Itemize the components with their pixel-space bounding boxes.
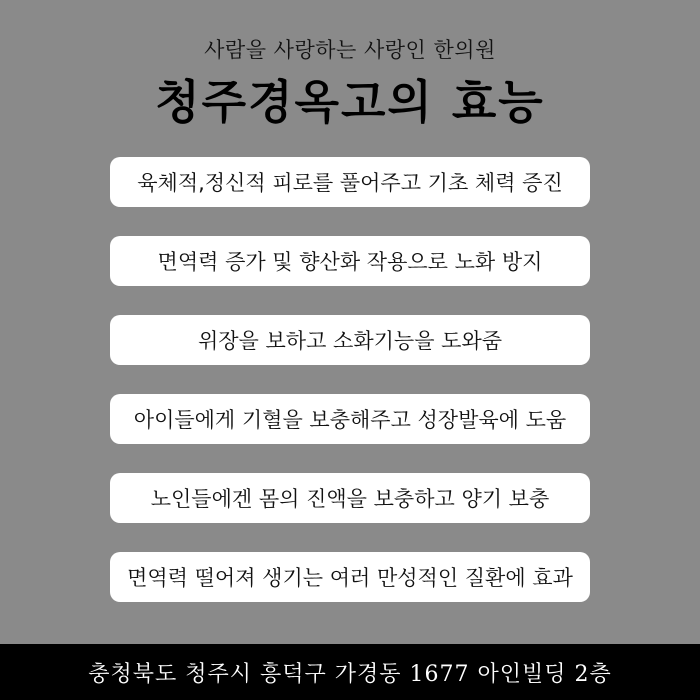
address-footer (0, 644, 700, 700)
benefit-card-5: 노인들에겐 몸의 진액을 보충하고 양기 보충 (110, 473, 590, 523)
clinic-subtitle: 사람을 사랑하는 사랑인 한의원 (204, 38, 496, 62)
benefit-card-4: 아이들에게 기혈을 보충해주고 성장발육에 도움 (110, 394, 590, 444)
benefit-card-3: 위장을 보하고 소화기능을 도와줌 (110, 315, 590, 365)
benefits-list (110, 157, 590, 631)
benefit-card-2: 면역력 증가 및 향산화 작용으로 노화 방지 (110, 236, 590, 286)
benefit-card-6: 면역력 떨어져 생기는 여러 만성적인 질환에 효과 (110, 552, 590, 602)
page-title: 청주경옥고의 효능 (155, 75, 545, 129)
benefit-card-1: 육체적,정신적 피로를 풀어주고 기초 체력 증진 (110, 157, 590, 207)
address-text: 충청북도 청주시 흥덕구 가경동 1677 아인빌딩 2층 (88, 661, 612, 687)
